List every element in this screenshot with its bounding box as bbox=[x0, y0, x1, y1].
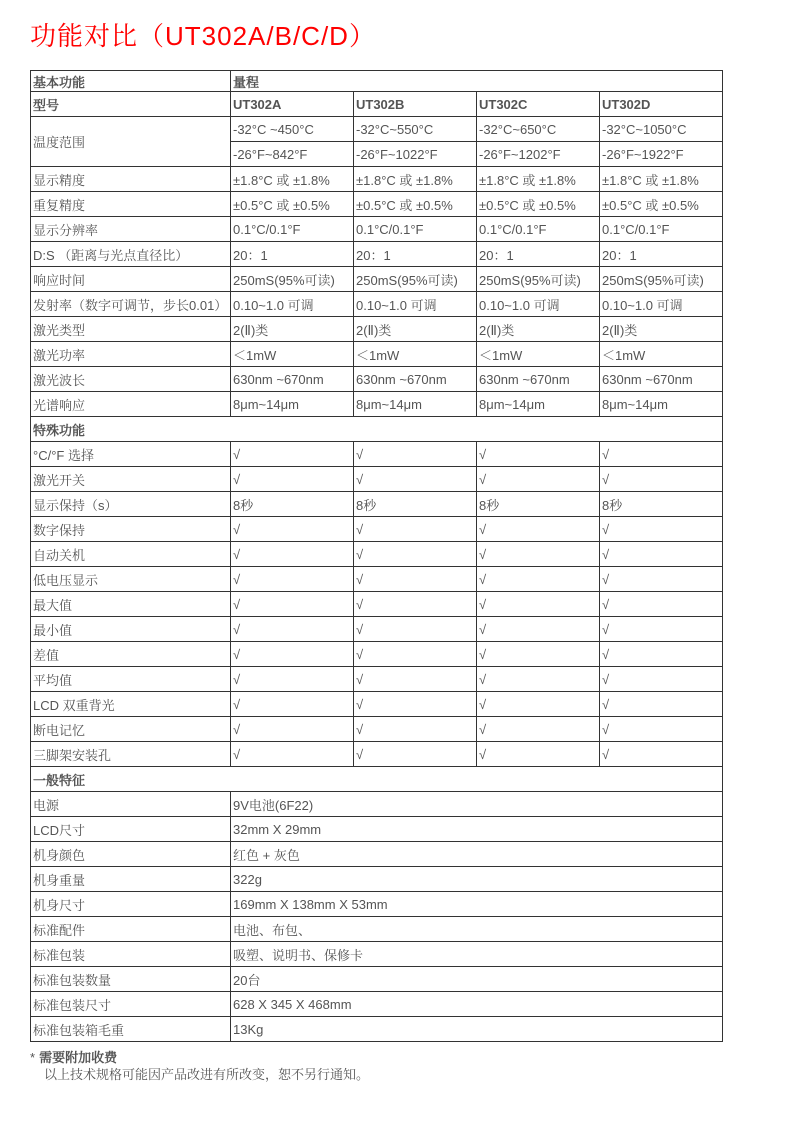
spec-label: D:S （距离与光点直径比） bbox=[31, 242, 231, 267]
spec-row bbox=[31, 367, 723, 392]
spec-row bbox=[31, 992, 723, 1017]
spec-value: 630nm ~670nm bbox=[600, 367, 723, 392]
spec-value: 0.1°C/0.1°F bbox=[231, 217, 354, 242]
section-header: 特殊功能 bbox=[31, 417, 723, 442]
spec-row bbox=[31, 717, 723, 742]
spec-value: 20：1 bbox=[600, 242, 723, 267]
spec-value: √ bbox=[354, 642, 477, 667]
spec-value: 0.1°C/0.1°F bbox=[354, 217, 477, 242]
spec-row bbox=[31, 542, 723, 567]
spec-value: 250mS(95%可读) bbox=[477, 267, 600, 292]
model-name-ut302c: UT302C bbox=[477, 92, 600, 117]
model-name-ut302d: UT302D bbox=[600, 92, 723, 117]
spec-label: 标准包装数量 bbox=[31, 967, 231, 992]
spec-value: ±1.8°C 或 ±1.8% bbox=[231, 167, 354, 192]
spec-value: √ bbox=[231, 692, 354, 717]
spec-row bbox=[31, 242, 723, 267]
spec-table-body bbox=[31, 71, 723, 1042]
spec-value: √ bbox=[231, 617, 354, 642]
spec-row bbox=[31, 292, 723, 317]
spec-value: 20：1 bbox=[477, 242, 600, 267]
spec-value: 吸塑、说明书、保修卡 bbox=[231, 942, 723, 967]
spec-value: 630nm ~670nm bbox=[231, 367, 354, 392]
spec-value: 0.10~1.0 可调 bbox=[354, 292, 477, 317]
spec-value: 169mm X 138mm X 53mm bbox=[231, 892, 723, 917]
spec-value: 2(Ⅱ)类 bbox=[600, 317, 723, 342]
spec-value: √ bbox=[477, 617, 600, 642]
spec-value: 2(Ⅱ)类 bbox=[354, 317, 477, 342]
model-name-ut302b: UT302B bbox=[354, 92, 477, 117]
spec-value: √ bbox=[600, 542, 723, 567]
spec-value: 628 X 345 X 468mm bbox=[231, 992, 723, 1017]
spec-value: 0.10~1.0 可调 bbox=[477, 292, 600, 317]
spec-row bbox=[31, 1017, 723, 1042]
spec-value: -32°C~1050°C bbox=[600, 117, 723, 142]
spec-row bbox=[31, 267, 723, 292]
spec-value: -32°C ~450°C bbox=[231, 117, 354, 142]
spec-label: 激光功率 bbox=[31, 342, 231, 367]
spec-value: √ bbox=[600, 742, 723, 767]
spec-value: √ bbox=[600, 467, 723, 492]
spec-value: √ bbox=[354, 592, 477, 617]
spec-row bbox=[31, 167, 723, 192]
spec-label: 发射率（数字可调节，步长0.01） bbox=[31, 292, 231, 317]
spec-row bbox=[31, 692, 723, 717]
spec-row bbox=[31, 467, 723, 492]
spec-value: √ bbox=[477, 692, 600, 717]
spec-row bbox=[31, 817, 723, 842]
spec-label: 激光波长 bbox=[31, 367, 231, 392]
spec-row bbox=[31, 792, 723, 817]
section-header-row bbox=[31, 417, 723, 442]
footnote-asterisk: * bbox=[30, 1050, 36, 1065]
spec-label: 三脚架安装孔 bbox=[31, 742, 231, 767]
spec-label: 激光类型 bbox=[31, 317, 231, 342]
spec-row bbox=[31, 642, 723, 667]
spec-row bbox=[31, 392, 723, 417]
spec-value: √ bbox=[354, 667, 477, 692]
spec-value: √ bbox=[231, 667, 354, 692]
spec-value: √ bbox=[477, 517, 600, 542]
spec-value: 0.10~1.0 可调 bbox=[600, 292, 723, 317]
spec-value: 8秒 bbox=[477, 492, 600, 517]
spec-label: 显示分辨率 bbox=[31, 217, 231, 242]
spec-value: 630nm ~670nm bbox=[477, 367, 600, 392]
header-row bbox=[31, 71, 723, 92]
spec-value: 250mS(95%可读) bbox=[354, 267, 477, 292]
spec-label: 标准配件 bbox=[31, 917, 231, 942]
spec-label: 差值 bbox=[31, 642, 231, 667]
spec-value: 红色 + 灰色 bbox=[231, 842, 723, 867]
spec-label: 显示精度 bbox=[31, 167, 231, 192]
spec-row bbox=[31, 617, 723, 642]
spec-value: ±1.8°C 或 ±1.8% bbox=[354, 167, 477, 192]
spec-label: 断电记忆 bbox=[31, 717, 231, 742]
spec-value: ±0.5°C 或 ±0.5% bbox=[477, 192, 600, 217]
spec-value: -26°F~1022°F bbox=[354, 142, 477, 167]
spec-value: √ bbox=[354, 717, 477, 742]
spec-value: √ bbox=[354, 442, 477, 467]
spec-value: √ bbox=[231, 567, 354, 592]
spec-label: 响应时间 bbox=[31, 267, 231, 292]
model-row bbox=[31, 92, 723, 117]
spec-row bbox=[31, 492, 723, 517]
spec-label: 最大值 bbox=[31, 592, 231, 617]
spec-value: -26°F~1202°F bbox=[477, 142, 600, 167]
spec-label: 机身尺寸 bbox=[31, 892, 231, 917]
spec-value: 8秒 bbox=[231, 492, 354, 517]
spec-value: √ bbox=[231, 642, 354, 667]
spec-label: °C/°F 选择 bbox=[31, 442, 231, 467]
spec-row bbox=[31, 192, 723, 217]
spec-value: √ bbox=[354, 567, 477, 592]
spec-value: ＜1mW bbox=[600, 342, 723, 367]
spec-value: √ bbox=[354, 517, 477, 542]
spec-value: √ bbox=[231, 592, 354, 617]
spec-value: √ bbox=[477, 442, 600, 467]
spec-label: 平均值 bbox=[31, 667, 231, 692]
spec-value: 2(Ⅱ)类 bbox=[231, 317, 354, 342]
spec-value: -26°F~842°F bbox=[231, 142, 354, 167]
spec-value: ±0.5°C 或 ±0.5% bbox=[354, 192, 477, 217]
spec-label: LCD 双重背光 bbox=[31, 692, 231, 717]
spec-row bbox=[31, 742, 723, 767]
spec-value: √ bbox=[477, 592, 600, 617]
spec-value: √ bbox=[477, 642, 600, 667]
spec-value: 0.1°C/0.1°F bbox=[600, 217, 723, 242]
spec-value: √ bbox=[231, 467, 354, 492]
spec-value: √ bbox=[231, 742, 354, 767]
group-header-basic: 基本功能 bbox=[31, 71, 231, 92]
spec-value: √ bbox=[600, 592, 723, 617]
spec-row bbox=[31, 892, 723, 917]
spec-value: 20：1 bbox=[231, 242, 354, 267]
spec-label: 数字保持 bbox=[31, 517, 231, 542]
spec-value: √ bbox=[231, 442, 354, 467]
spec-value: √ bbox=[477, 567, 600, 592]
footnote-surcharge-label: 需要附加收费 bbox=[39, 1050, 118, 1065]
spec-label: 标准包装 bbox=[31, 942, 231, 967]
spec-value: √ bbox=[600, 667, 723, 692]
spec-row bbox=[31, 217, 723, 242]
footnote-disclaimer: 以上技术规格可能因产品改进有所改变，恕不另行通知。 bbox=[44, 1067, 370, 1082]
spec-row bbox=[31, 517, 723, 542]
spec-label: 机身重量 bbox=[31, 867, 231, 892]
spec-value: 0.10~1.0 可调 bbox=[231, 292, 354, 317]
spec-value: √ bbox=[477, 742, 600, 767]
spec-value: √ bbox=[477, 667, 600, 692]
spec-label: 最小值 bbox=[31, 617, 231, 642]
spec-value: 13Kg bbox=[231, 1017, 723, 1042]
spec-row bbox=[31, 842, 723, 867]
spec-value: √ bbox=[477, 717, 600, 742]
spec-label: 标准包装尺寸 bbox=[31, 992, 231, 1017]
spec-value: ＜1mW bbox=[354, 342, 477, 367]
spec-table bbox=[30, 70, 723, 1042]
spec-value: -26°F~1922°F bbox=[600, 142, 723, 167]
spec-value: -32°C~550°C bbox=[354, 117, 477, 142]
spec-value: 8μm~14μm bbox=[354, 392, 477, 417]
spec-value: √ bbox=[231, 542, 354, 567]
spec-value: √ bbox=[354, 467, 477, 492]
spec-value: 9V电池(6F22) bbox=[231, 792, 723, 817]
spec-label: 电源 bbox=[31, 792, 231, 817]
spec-value: √ bbox=[354, 542, 477, 567]
footnote bbox=[30, 1049, 760, 1083]
spec-row bbox=[31, 917, 723, 942]
spec-value: 0.1°C/0.1°F bbox=[477, 217, 600, 242]
spec-label: 显示保持（s） bbox=[31, 492, 231, 517]
spec-row bbox=[31, 317, 723, 342]
spec-value: 32mm X 29mm bbox=[231, 817, 723, 842]
spec-label: 低电压显示 bbox=[31, 567, 231, 592]
spec-value: √ bbox=[600, 692, 723, 717]
spec-value: √ bbox=[600, 717, 723, 742]
spec-value: √ bbox=[231, 517, 354, 542]
spec-value: √ bbox=[354, 742, 477, 767]
section-header-row bbox=[31, 767, 723, 792]
model-name-ut302a: UT302A bbox=[231, 92, 354, 117]
spec-value: √ bbox=[600, 442, 723, 467]
spec-value: 630nm ~670nm bbox=[354, 367, 477, 392]
spec-value: ±1.8°C 或 ±1.8% bbox=[477, 167, 600, 192]
spec-value: 8秒 bbox=[600, 492, 723, 517]
spec-label: 重复精度 bbox=[31, 192, 231, 217]
group-header-range: 量程 bbox=[231, 71, 723, 92]
spec-value: √ bbox=[600, 517, 723, 542]
spec-value: -32°C~650°C bbox=[477, 117, 600, 142]
spec-value: √ bbox=[354, 692, 477, 717]
spec-row bbox=[31, 667, 723, 692]
spec-value: 322g bbox=[231, 867, 723, 892]
spec-row bbox=[31, 442, 723, 467]
spec-value: √ bbox=[354, 617, 477, 642]
spec-value: ±1.8°C 或 ±1.8% bbox=[600, 167, 723, 192]
spec-label: 激光开关 bbox=[31, 467, 231, 492]
section-header: 一般特征 bbox=[31, 767, 723, 792]
spec-label: 机身颜色 bbox=[31, 842, 231, 867]
spec-value: ±0.5°C 或 ±0.5% bbox=[600, 192, 723, 217]
spec-value: 2(Ⅱ)类 bbox=[477, 317, 600, 342]
spec-value: 8秒 bbox=[354, 492, 477, 517]
spec-value: √ bbox=[477, 467, 600, 492]
page-title: 功能对比（UT302A/B/C/D） bbox=[30, 21, 376, 51]
spec-value: √ bbox=[600, 567, 723, 592]
spec-value: ±0.5°C 或 ±0.5% bbox=[231, 192, 354, 217]
spec-label: 自动关机 bbox=[31, 542, 231, 567]
spec-label: 温度范围 bbox=[31, 117, 231, 167]
spec-row bbox=[31, 342, 723, 367]
spec-value: 250mS(95%可读) bbox=[231, 267, 354, 292]
spec-value: 20台 bbox=[231, 967, 723, 992]
spec-value: 8μm~14μm bbox=[231, 392, 354, 417]
spec-label: 光谱响应 bbox=[31, 392, 231, 417]
spec-value: 8μm~14μm bbox=[477, 392, 600, 417]
spec-row bbox=[31, 942, 723, 967]
spec-value: ＜1mW bbox=[477, 342, 600, 367]
spec-row bbox=[31, 967, 723, 992]
spec-value: √ bbox=[600, 642, 723, 667]
spec-value: √ bbox=[600, 617, 723, 642]
spec-label: 标准包装箱毛重 bbox=[31, 1017, 231, 1042]
spec-value: 250mS(95%可读) bbox=[600, 267, 723, 292]
spec-value: 8μm~14μm bbox=[600, 392, 723, 417]
spec-label: LCD尺寸 bbox=[31, 817, 231, 842]
spec-row bbox=[31, 867, 723, 892]
spec-value: 20：1 bbox=[354, 242, 477, 267]
spec-row bbox=[31, 117, 723, 142]
spec-value: ＜1mW bbox=[231, 342, 354, 367]
spec-value: 电池、布包、 bbox=[231, 917, 723, 942]
model-row-label: 型号 bbox=[31, 92, 231, 117]
spec-value: √ bbox=[231, 717, 354, 742]
spec-value: √ bbox=[477, 542, 600, 567]
footnote-surcharge-line bbox=[30, 1049, 760, 1066]
spec-row bbox=[31, 592, 723, 617]
spec-row bbox=[31, 567, 723, 592]
